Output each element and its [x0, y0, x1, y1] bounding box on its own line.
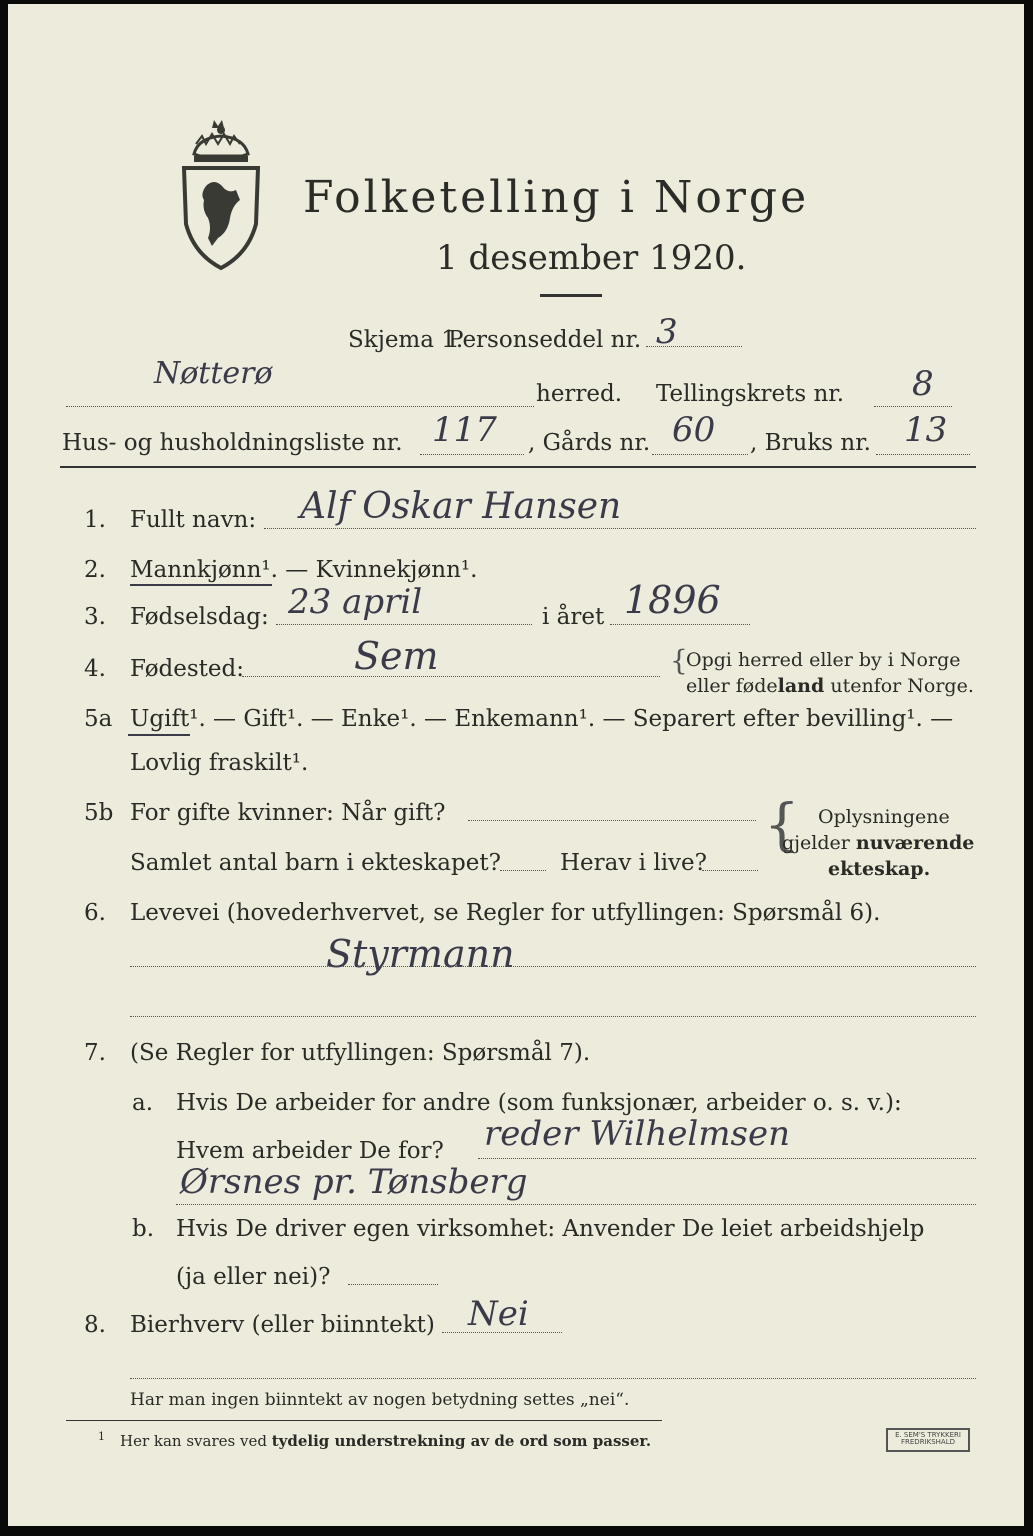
q7b-line — [348, 1284, 438, 1285]
q1-line — [264, 528, 976, 529]
employer-label: Hvem arbeider De for? — [176, 1138, 444, 1164]
side-income-label: Bierhverv (eller biinntekt) — [130, 1312, 435, 1338]
birthplace-line — [242, 676, 660, 677]
birth-year-value: 1896 — [624, 578, 721, 622]
gards-label: , Gårds nr. — [528, 430, 651, 456]
q1-number: 1. — [84, 507, 106, 533]
herred-line — [66, 406, 534, 407]
gards-value: 60 — [672, 410, 716, 450]
married-when-label: For gifte kvinner: Når gift? — [130, 800, 446, 826]
marriage-note-2: gjelder nuværende — [782, 832, 975, 854]
employer-line-1 — [478, 1158, 976, 1159]
hus-label: Hus- og husholdningsliste nr. — [62, 430, 403, 456]
marriage-note-1: Oplysningene — [818, 806, 950, 828]
q3-number: 3. — [84, 604, 106, 630]
marriage-note-3: ekteskap. — [828, 858, 931, 880]
biinntekt-note: Har man ingen biinntekt av nogen betydning settes „nei“. — [130, 1390, 630, 1410]
children-label: Samlet antal barn i ekteskapet? — [130, 850, 501, 876]
schema-label: Skjema 1. — [348, 327, 464, 353]
birthplace-note-1: Opgi herred eller by i Norge — [686, 649, 961, 671]
q7a-line-1: Hvis De arbeider for andre (som funksjonær, arbeider o. s. v.): — [176, 1090, 902, 1116]
tellingskrets-label: Tellingskrets nr. — [656, 381, 845, 407]
gender-options: Mannkjønn¹. — Kvinnekjønn¹. — [130, 557, 478, 583]
birthplace-value: Sem — [354, 634, 439, 678]
full-name-value: Alf Oskar Hansen — [300, 486, 622, 527]
q5b-number: 5b — [84, 800, 114, 826]
side-income-line-2 — [130, 1378, 976, 1379]
tellingskrets-value: 8 — [912, 364, 934, 404]
herred-label: herred. — [536, 381, 623, 407]
marital-options: Ugift¹. — Gift¹. — Enke¹. — Enkemann¹. — Separert efter bevilling¹. — — [130, 706, 954, 732]
birthplace-note-2: eller fødeland utenfor Norge. — [686, 675, 974, 697]
birthday-value: 23 april — [288, 582, 423, 622]
year-line — [610, 624, 750, 625]
birthplace-brace: { — [670, 644, 688, 677]
living-label: Herav i live? — [560, 850, 707, 876]
census-date: 1 desember 1920. — [436, 238, 747, 278]
bruks-value: 13 — [904, 410, 948, 450]
q8-number: 8. — [84, 1312, 106, 1338]
q5a-number: 5a — [84, 706, 113, 732]
tellingskrets-line — [874, 406, 952, 407]
q4-label: Fødested: — [130, 656, 245, 682]
occupation-line-2 — [130, 1016, 976, 1017]
side-income-value: Nei — [468, 1294, 529, 1334]
marital-underline — [128, 734, 190, 736]
bruks-line — [876, 454, 970, 455]
occupation-value: Styrmann — [326, 932, 515, 976]
q7b-line-2: (ja eller nei)? — [176, 1264, 331, 1290]
hus-line — [420, 454, 524, 455]
q7b-letter: b. — [132, 1216, 155, 1242]
form-title: Folketelling i Norge — [303, 172, 810, 223]
q1-label: Fullt navn: — [130, 507, 257, 533]
coat-of-arms-icon — [176, 116, 266, 272]
birthday-line — [276, 624, 532, 625]
q4-number: 4. — [84, 656, 106, 682]
q2-number: 2. — [84, 557, 106, 583]
footnote-text: Her kan svares ved tydelig understrekning av de ord som passer. — [120, 1432, 652, 1450]
personseddel-value: 3 — [656, 312, 678, 352]
married-when-line — [468, 820, 756, 821]
children-line — [500, 870, 546, 871]
hus-value: 117 — [432, 410, 497, 450]
footnote-marker: 1 — [98, 1430, 105, 1443]
employer-value-1: reder Wilhelmsen — [484, 1114, 791, 1154]
title-divider — [540, 294, 602, 297]
living-line — [702, 870, 758, 871]
year-label: i året — [542, 604, 605, 630]
gender-underline — [130, 584, 272, 586]
gards-line — [652, 454, 748, 455]
herred-value: Nøtterø — [154, 356, 273, 391]
bruks-label: , Bruks nr. — [750, 430, 871, 456]
marital-options-2: Lovlig fraskilt¹. — [130, 750, 309, 776]
q7a-letter: a. — [132, 1090, 154, 1116]
q7-number: 7. — [84, 1040, 106, 1066]
occupation-line-1 — [130, 966, 976, 967]
header-rule — [60, 466, 976, 468]
occupation-label: Levevei (hovederhvervet, se Regler for utfyllingen: Spørsmål 6). — [130, 900, 881, 926]
q7-label: (Se Regler for utfyllingen: Spørsmål 7). — [130, 1040, 591, 1066]
employer-value-2: Ørsnes pr. Tønsberg — [180, 1162, 528, 1202]
q3-label: Fødselsdag: — [130, 604, 269, 630]
q7b-line-1: Hvis De driver egen virksomhet: Anvender De leiet arbeidshjelp — [176, 1216, 925, 1242]
census-form — [8, 4, 1024, 1526]
footnote-rule — [66, 1420, 662, 1421]
marriage-brace: { — [764, 793, 800, 858]
printer-stamp: E. SEM'S TRYKKERI FREDRIKSHALD — [886, 1428, 970, 1452]
employer-line-2 — [176, 1204, 976, 1205]
personseddel-label: Personseddel nr. — [448, 327, 642, 353]
q6-number: 6. — [84, 900, 106, 926]
